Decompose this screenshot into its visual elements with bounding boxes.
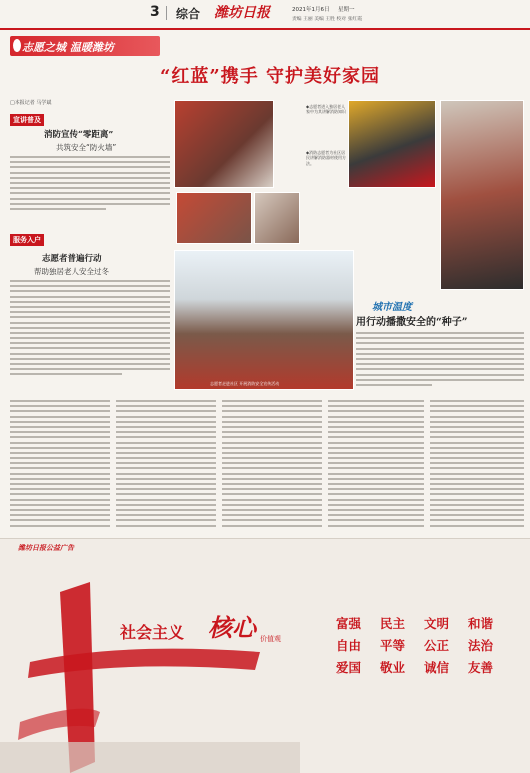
article-text-block	[356, 332, 524, 392]
core-value: 自由	[336, 638, 362, 653]
photo-fire-extinguisher-demo	[348, 100, 436, 188]
section-tag: 服务入户	[10, 234, 44, 246]
masthead-divider	[166, 6, 167, 20]
article-text-block	[10, 280, 170, 380]
photo-community-event	[174, 250, 354, 390]
photo-resident	[254, 192, 300, 244]
photo-volunteers-home-visit	[174, 100, 274, 188]
article-text-column	[10, 400, 110, 532]
article-text-block	[10, 156, 170, 216]
section-title: 消防宣传“零距离”	[44, 130, 114, 140]
core-value: 法治	[468, 638, 494, 653]
section-tag: 宣讲普及	[10, 114, 44, 126]
banner-text: 志愿之城 温暖潍坊	[22, 41, 114, 54]
photo-volunteer-with-resident	[440, 100, 524, 290]
photo-caption: ◆消防志愿者为社区居民讲解消防器材使用方法。	[306, 150, 346, 166]
section-name: 综合	[176, 7, 201, 21]
core-value: 诚信	[424, 660, 450, 675]
core-value: 公正	[424, 638, 450, 653]
issue-weekday: 星期一	[338, 7, 355, 13]
photo-fire-training	[176, 192, 252, 244]
core-value: 和谐	[468, 616, 494, 631]
photo-caption: 志愿者走进社区 开展消防安全宣传活动	[210, 381, 280, 386]
section-title: 志愿者普遍行动	[42, 254, 102, 264]
core-value: 富强	[336, 616, 362, 631]
photo-caption: ◆志愿者进入独居老人家中为其讲解消防知识	[306, 104, 346, 115]
red-brush-decoration	[0, 552, 300, 773]
section-subtitle: 共筑安全“防火墙”	[56, 143, 117, 152]
section-subtitle: 帮助独居老人安全过冬	[34, 267, 109, 276]
newspaper-logo: 潍坊日报	[214, 5, 270, 21]
article-text-column	[430, 400, 524, 532]
page-headline: “红蓝”携手 守护美好家园	[160, 66, 380, 87]
ad-title-main: 社会主义	[120, 623, 185, 642]
ad-brand: 潍坊日报公益广告	[18, 544, 74, 552]
issue-date: 2021年1月6日	[292, 7, 330, 13]
city-tag: 城市温度	[372, 302, 412, 313]
ad-title-tail: 价值观	[260, 635, 281, 643]
volunteer-badge-icon	[13, 39, 21, 52]
article-text-column	[222, 400, 322, 532]
byline: □本报记者 马学斌	[10, 100, 52, 106]
core-value: 文明	[424, 616, 450, 631]
core-value: 友善	[468, 660, 494, 675]
city-title: 用行动播撒安全的“种子”	[356, 317, 468, 328]
page-number: 3	[150, 4, 160, 20]
article-text-column	[328, 400, 424, 532]
core-value: 民主	[380, 616, 406, 631]
core-value: 平等	[380, 638, 406, 653]
core-value: 爱国	[336, 660, 362, 675]
editors-line: 责编 王丽 美编 王胜 校对 张红霞	[292, 17, 362, 22]
ad-title-emphasis: 核心	[208, 613, 256, 642]
article-text-column	[116, 400, 216, 532]
core-value: 敬业	[380, 660, 406, 675]
